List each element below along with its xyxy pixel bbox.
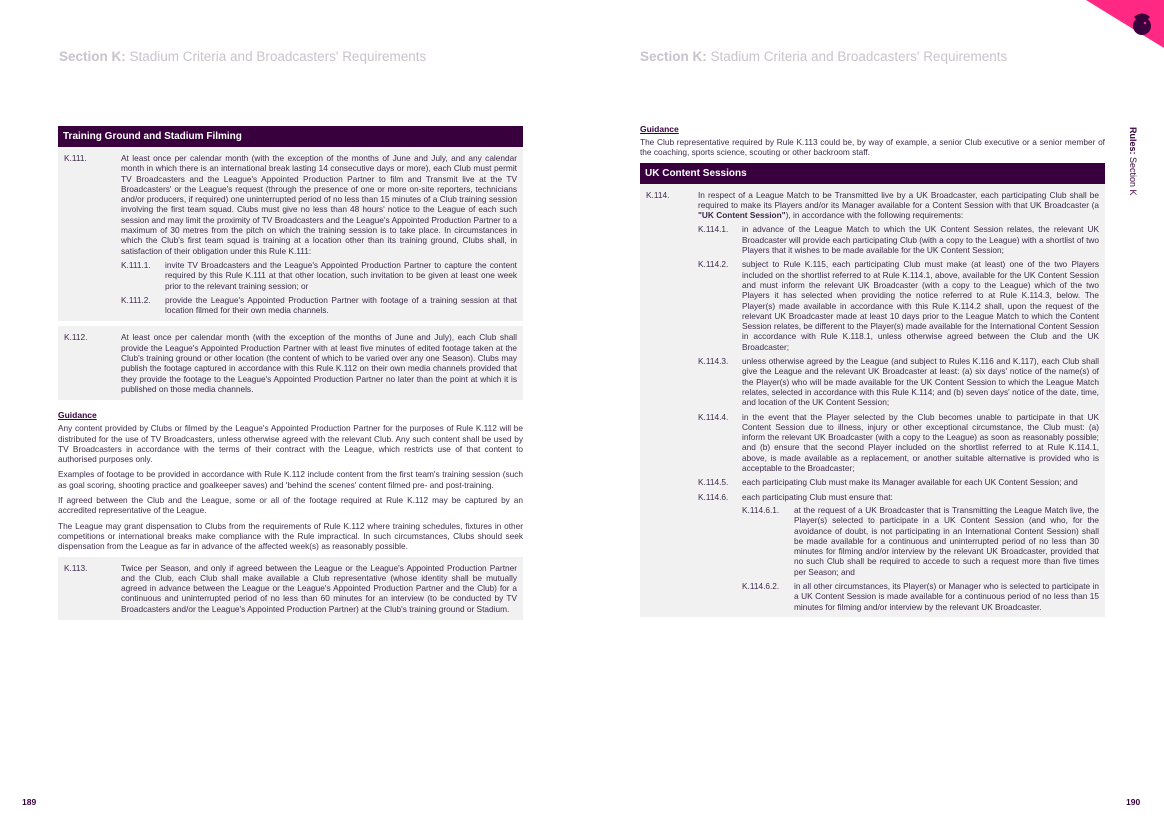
rule-number: K.114. <box>646 189 670 200</box>
left-column <box>58 126 523 620</box>
rule-text: At least once per calendar month (with the exception of the months of June and July, and any calendar month in which there is an international break lasting 14 consecutive days or more), each Club must permit TV Broadcasters and the League's Appointed Production Partner to film and Transmit live at the TV Broadcasters' or the League's request (through the presence of one or more on-site reporters, technicians and/or producers, if required) one uninterrupted period of no less than 15 minutes of a Club training session involving the first team squad. Clubs must give no less than 48 hours' notice to the League of each such session and may limit the proximity of TV Broadcasters and the League's Appointed Production Partner to a maximum of 30 metres from the pitch on which the training session is to take place. In circumstances in which the Club's first team squad is training at a location other than its training ground, Clubs shall, in satisfaction of their obligation under this Rule K.111: <box>121 153 517 256</box>
right-column <box>640 124 1105 617</box>
side-section-label <box>1128 127 1138 196</box>
running-header-right <box>640 49 1007 64</box>
guidance-block-right <box>640 124 1105 158</box>
rule-k114-3 <box>698 356 1099 407</box>
rule-k114 <box>646 190 1099 221</box>
rule-k114-1 <box>698 224 1099 255</box>
rule-box-k114 <box>640 184 1105 617</box>
defined-term: "UK Content Session" <box>698 210 786 221</box>
rule-k114-6 <box>698 492 1099 502</box>
rule-number: K.114.6.1. <box>742 504 780 515</box>
side-label-rest: Section K <box>1128 154 1138 196</box>
section-title-training: Training Ground and Stadium Filming <box>58 126 523 147</box>
header-rest: Stadium Criteria and Broadcasters' Requirements <box>125 49 427 64</box>
rule-k114-4 <box>698 412 1099 474</box>
page-number-left: 189 <box>22 797 37 807</box>
page-number-right: 190 <box>1126 797 1141 807</box>
rule-text: At least once per calendar month (with the exception of the months of June and July), each Club shall provide the League's Appointed Production Partner with at least five minutes of edited footage taken at the Club's training ground or other location (the content of which to be varied over any one Season). Clubs may publish the footage captured in accordance with this Rule K.112 on their own media channels provided that they provide the footage to the League's Appointed Production Partner no later than the point at which it is published on those media channels. <box>121 332 517 394</box>
rule-box-k113 <box>58 557 523 620</box>
header-bold: Section K: <box>640 49 707 64</box>
rule-text: each participating Club must ensure that: <box>742 491 893 502</box>
rule-number: K.111. <box>64 153 87 163</box>
guidance-paragraph: If agreed between the Club and the League, some or all of the footage required at Rule K.112 may be captured by an accredited representative of the League. <box>58 495 523 516</box>
header-rest: Stadium Criteria and Broadcasters' Requirements <box>706 49 1008 64</box>
rule-number: K.114.3. <box>698 356 729 367</box>
rule-number: K.114.6. <box>698 491 729 502</box>
rule-k114-6-2 <box>742 581 1099 612</box>
rule-k114-6-1 <box>742 505 1099 577</box>
rule-text-before: In respect of a League Match to be Transmitted live by a UK Broadcaster, each participating Club shall be required to make its Players and/or its Manager available for a Content Session with that UK Broadcaster (a <box>698 189 1099 210</box>
section-title-uk-content: UK Content Sessions <box>640 163 1105 184</box>
rule-text: provide the League's Appointed Production Partner with footage of a training session at that location filmed for their own media channels. <box>165 294 517 316</box>
header-bold: Section K: <box>59 49 126 64</box>
rule-box-k112 <box>58 326 523 400</box>
rule-box-k111 <box>58 147 523 321</box>
rule-text-after: ), in accordance with the following requirements: <box>785 210 964 221</box>
rule-k113 <box>64 563 517 614</box>
rule-text: each participating Club must make its Manager available for each UK Content Session; and <box>742 477 1078 488</box>
corner-banner <box>1034 0 1164 62</box>
guidance-paragraph: The League may grant dispensation to Clubs from the requirements of Rule K.112 where training schedules, fixtures in other competitions or international breaks make compliance with the Rule impractical. In such circumstances, Clubs should seek dispensation from the League as far in advance of the affected week(s) as reasonably possible. <box>58 520 523 552</box>
rule-number: K.114.5. <box>698 477 729 488</box>
rule-text: in the event that the Player selected by the Club becomes unable to participate in that UK Content Session due to illness, injury or other exceptional circumstance, the Club must: (a) inform the relevant UK Broadcaster (with a copy to the League) as soon as reasonably possible; and (b) ensure that the second Player included on the shortlist referred to at Rule K.114.1, above, is made available as a replacement, or another suitable alternative is provided who is acceptable to the Broadcaster; <box>742 411 1099 474</box>
rule-text: subject to Rule K.115, each participating Club must make (at least) one of the two Players included on the shortlist referred to at Rule K.114.1, above, available for the UK Content Session and must inform the relevant UK Broadcaster (with a copy to the League) which of the two Players it has selected when providing the notice referred to at Rule K.114.3, below. The Player(s) made available in accordance with this Rule K.114.2 shall, upon the request of the relevant UK Broadcaster made at least 10 days prior to the League Match to which the Content Session relates, be different to the Player(s) made available for the International Content Session in accordance with Rule K.118.1, unless otherwise agreed between the Club and the UK Broadcaster; <box>742 259 1099 352</box>
lion-emblem-icon <box>1133 14 1151 36</box>
rule-number: K.114.4. <box>698 411 729 422</box>
rule-k114-5 <box>698 477 1099 487</box>
rule-text: unless otherwise agreed by the League (and subject to Rules K.116 and K.117), each Club shall give the League and the relevant UK Broadcaster at least: (a) six days' notice of the name(s) of the Player(s) who will be made available for the UK Content Session to which the League Match relates, selected in accordance with this Rule K.114; and (b) seven days' notice of the date, time, and location of the UK Content Session; <box>742 356 1099 408</box>
side-label-bold: Rules: <box>1128 127 1138 155</box>
rule-text: Twice per Season, and only if agreed between the League or the League's Appointed Production Partner and the Club, each Club shall make available a Club representative (whose identity shall be mutually agreed in advance between the League or the League's Appointed Production Partner and the Club) for a continuous and uninterrupted period of no less than 60 minutes for an interview (to be conducted by TV Broadcasters and/or the League's Appointed Production Partner) at the Club's training ground or Stadium. <box>121 562 517 614</box>
rule-number: K.111.1. <box>121 259 151 270</box>
right-page <box>582 0 1164 826</box>
rule-k114-2 <box>698 259 1099 352</box>
rule-text: at the request of a UK Broadcaster that is Transmitting the League Match live, the Player(s) selected to participate in a UK Content Session (and who, for the avoidance of doubt, is not participating in an International Content Session) shall be made available for a continuous and uninterrupted period of no less than 30 minutes for filming and/or interview by the relevant UK Broadcaster, provided that no such Club shall be required to accede to such a request more than five times per Season; and <box>794 504 1099 577</box>
magenta-corner-shape <box>1086 0 1164 48</box>
rule-number: K.113. <box>64 562 88 573</box>
guidance-paragraph: Any content provided by Clubs or filmed by the League's Appointed Production Partner for the purposes of Rule K.112 will be distributed for the use of TV Broadcasters, unless otherwise agreed with the relevant Club. Any such content shall be used by TV Broadcasters in accordance with the terms of their contract with the League, which restricts use of that content to authorised purposes only. <box>58 423 523 465</box>
guidance-title: Guidance <box>640 124 679 134</box>
rule-k112 <box>64 332 517 394</box>
rule-text: invite TV Broadcasters and the League's Appointed Production Partner to capture the content required by this Rule K.111 at that other location, such invitation to be given at least one week prior to the relevant training session; or <box>165 259 517 291</box>
guidance-title: Guidance <box>58 410 97 421</box>
running-header-left <box>59 49 426 64</box>
guidance-block-left <box>58 410 523 551</box>
rule-number: K.114.6.2. <box>742 580 780 591</box>
rule-k111-2 <box>121 295 517 316</box>
guidance-paragraph: Examples of footage to be provided in accordance with Rule K.112 include content from the first team's training session (such as goal scoring, shooting practice and goalkeeper saves) and 'behind the scenes' content filmed pre- and post-training. <box>58 469 523 490</box>
rule-k111-1 <box>121 260 517 291</box>
guidance-paragraph: The Club representative required by Rule K.113 could be, by way of example, a senior Club executive or a senior member of the coaching, sports science, scouting or other backroom staff. <box>640 137 1105 158</box>
rule-text <box>698 190 1099 221</box>
rule-number: K.112. <box>64 332 88 343</box>
rule-text: in all other circumstances, its Player(s) or Manager who is selected to participate in a UK Content Session is made available for a continuous period of no less than 15 minutes for filming and/or interview by the relevant UK Broadcaster. <box>794 580 1099 612</box>
rule-number: K.114.2. <box>698 259 729 270</box>
rule-number: K.114.1. <box>698 224 729 235</box>
rule-number: K.111.2. <box>121 294 151 305</box>
rule-k111 <box>64 153 517 256</box>
rule-text: in advance of the League Match to which the UK Content Session relates, the relevant UK Broadcaster will provide each participating Club (with a copy to the League) with a shortlist of two Players that it wishes to be made available for the UK Content Session; <box>742 224 1099 256</box>
